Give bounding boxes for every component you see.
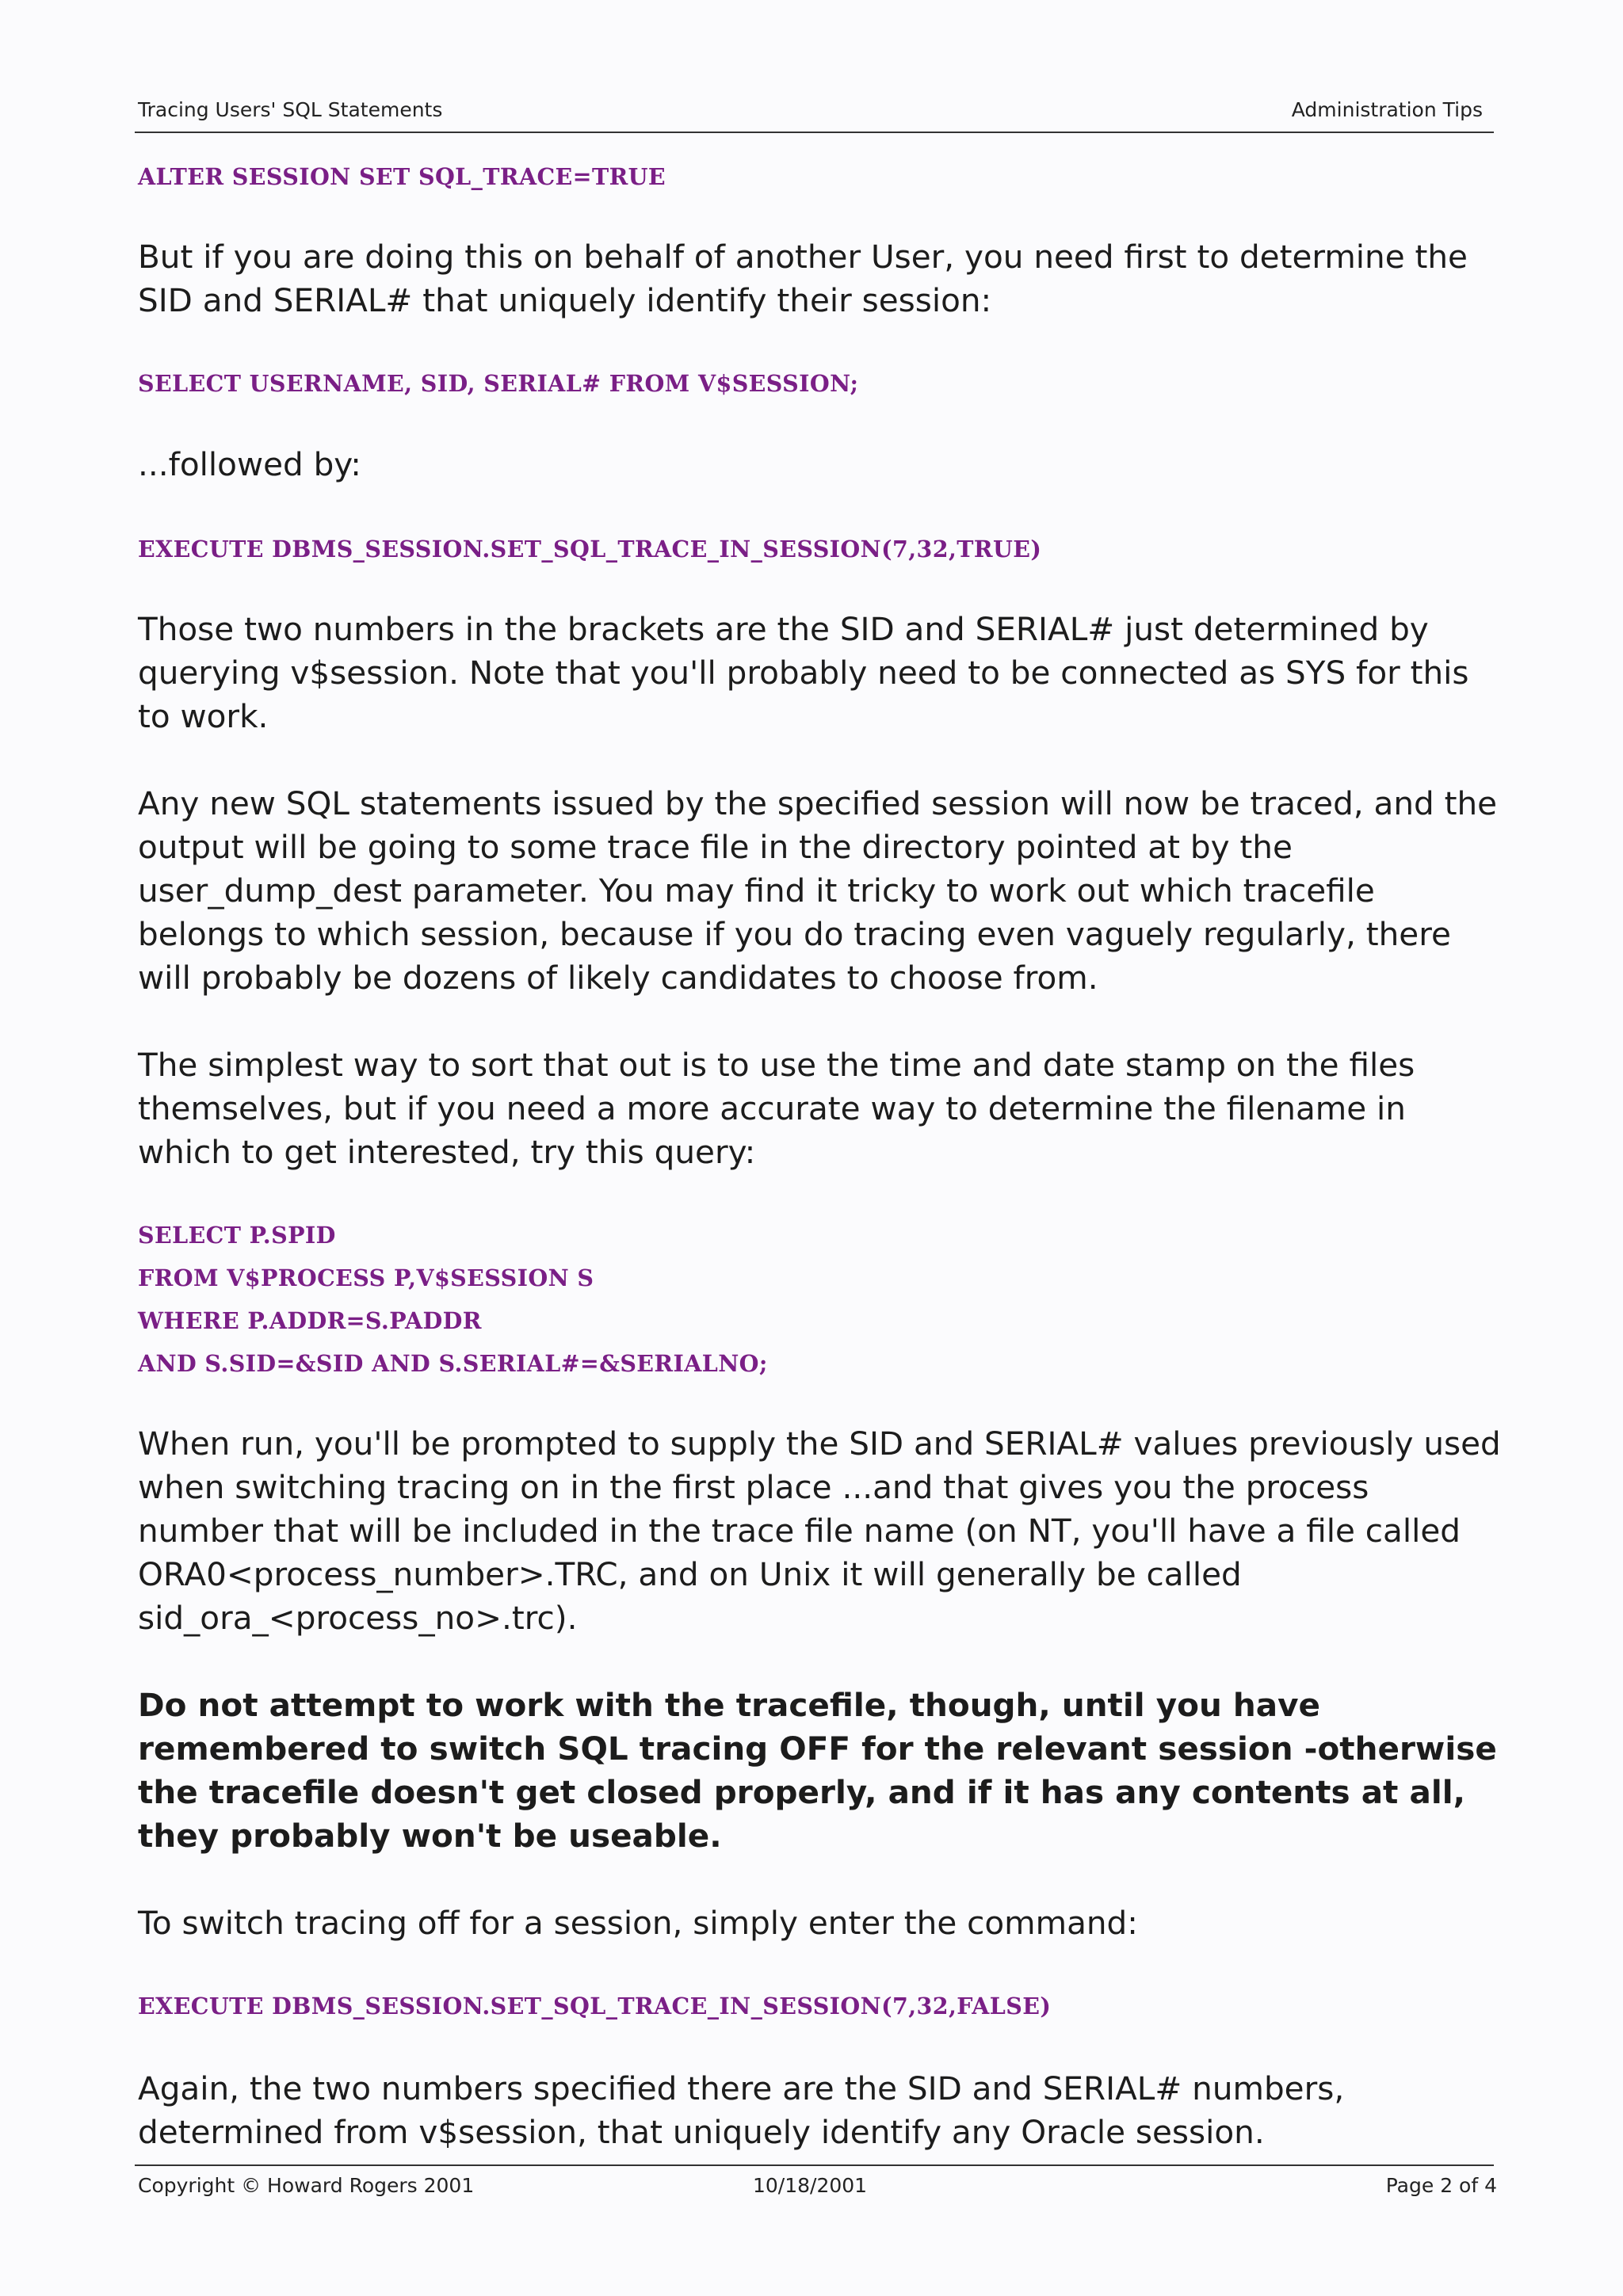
query-line-1: SELECT P.SPID (138, 1222, 336, 1249)
paragraph-6: When run, you'll be prompted to supply the SID and SERIAL# values previously used when switching tracing on in the first place ...and that gives you the process number that will be included in the trace file name (on NT, you'll have a file called ORA0<process_number>.TRC, and on Unix it will generally be called sid_ora_<process_no>.trc). (138, 1425, 1501, 1637)
paragraph-5: The simplest way to sort that out is to use the time and date stamp on the files themselves, but if you need a more accurate way to determine the filename in which to get interested, try this query: (138, 1046, 1415, 1171)
code-execute-trace-off: EXECUTE DBMS_SESSION.SET_SQL_TRACE_IN_SESSION(7,32,FALSE) (138, 1993, 1052, 2019)
query-line-2: FROM V$PROCESS P,V$SESSION S (138, 1264, 594, 1291)
paragraph-1: But if you are doing this on behalf of another User, you need first to determine the SID and SERIAL# that uniquely identify their session: (138, 238, 1468, 319)
code-alter-session: ALTER SESSION SET SQL_TRACE=TRUE (138, 163, 666, 190)
page-content (138, 155, 1501, 2154)
header-title: Tracing Users' SQL Statements (138, 98, 443, 121)
paragraph-4: Any new SQL statements issued by the specified session will now be traced, and the output will be going to some trace file in the directory pointed at by the user_dump_dest parameter. You may find it tricky to work out which tracefile belongs to which session, because if you do tracing even vaguely regularly, there will probably be dozens of likely candidates to choose from. (138, 784, 1498, 997)
code-query-block (138, 1214, 1501, 1385)
header-section: Administration Tips (1291, 98, 1483, 121)
paragraph-7-warning: Do not attempt to work with the tracefile, though, until you have remembered to switch SQL tracing OFF for the relevant session -otherwise the tracefile doesn't get closed properly, and if it has any contents at all, they probably won't be useable. (138, 1686, 1497, 1855)
footer-page-number: Page 2 of 4 (1385, 2174, 1497, 2197)
code-execute-trace-on: EXECUTE DBMS_SESSION.SET_SQL_TRACE_IN_SESSION(7,32,TRUE) (138, 536, 1042, 563)
footer-date: 10/18/2001 (753, 2174, 868, 2197)
paragraph-2: ...followed by: (138, 445, 361, 483)
paragraph-3: Those two numbers in the brackets are the SID and SERIAL# just determined by querying v$session. Note that you'll probably need to be connected as SYS for this to work. (138, 610, 1469, 735)
paragraph-9: Again, the two numbers specified there are the SID and SERIAL# numbers, determined from v$session, that uniquely identify any Oracle session. (138, 2069, 1345, 2151)
page-footer (135, 2164, 1497, 2198)
query-line-3: WHERE P.ADDR=S.PADDR (138, 1307, 482, 1334)
footer-copyright: Copyright © Howard Rogers 2001 (138, 2174, 475, 2197)
code-select-session: SELECT USERNAME, SID, SERIAL# FROM V$SESSION; (138, 370, 859, 397)
paragraph-8: To switch tracing off for a session, simply enter the command: (138, 1904, 1138, 1942)
page-header (135, 95, 1494, 133)
query-line-4: AND S.SID=&SID AND S.SERIAL#=&SERIALNO; (138, 1350, 768, 1377)
